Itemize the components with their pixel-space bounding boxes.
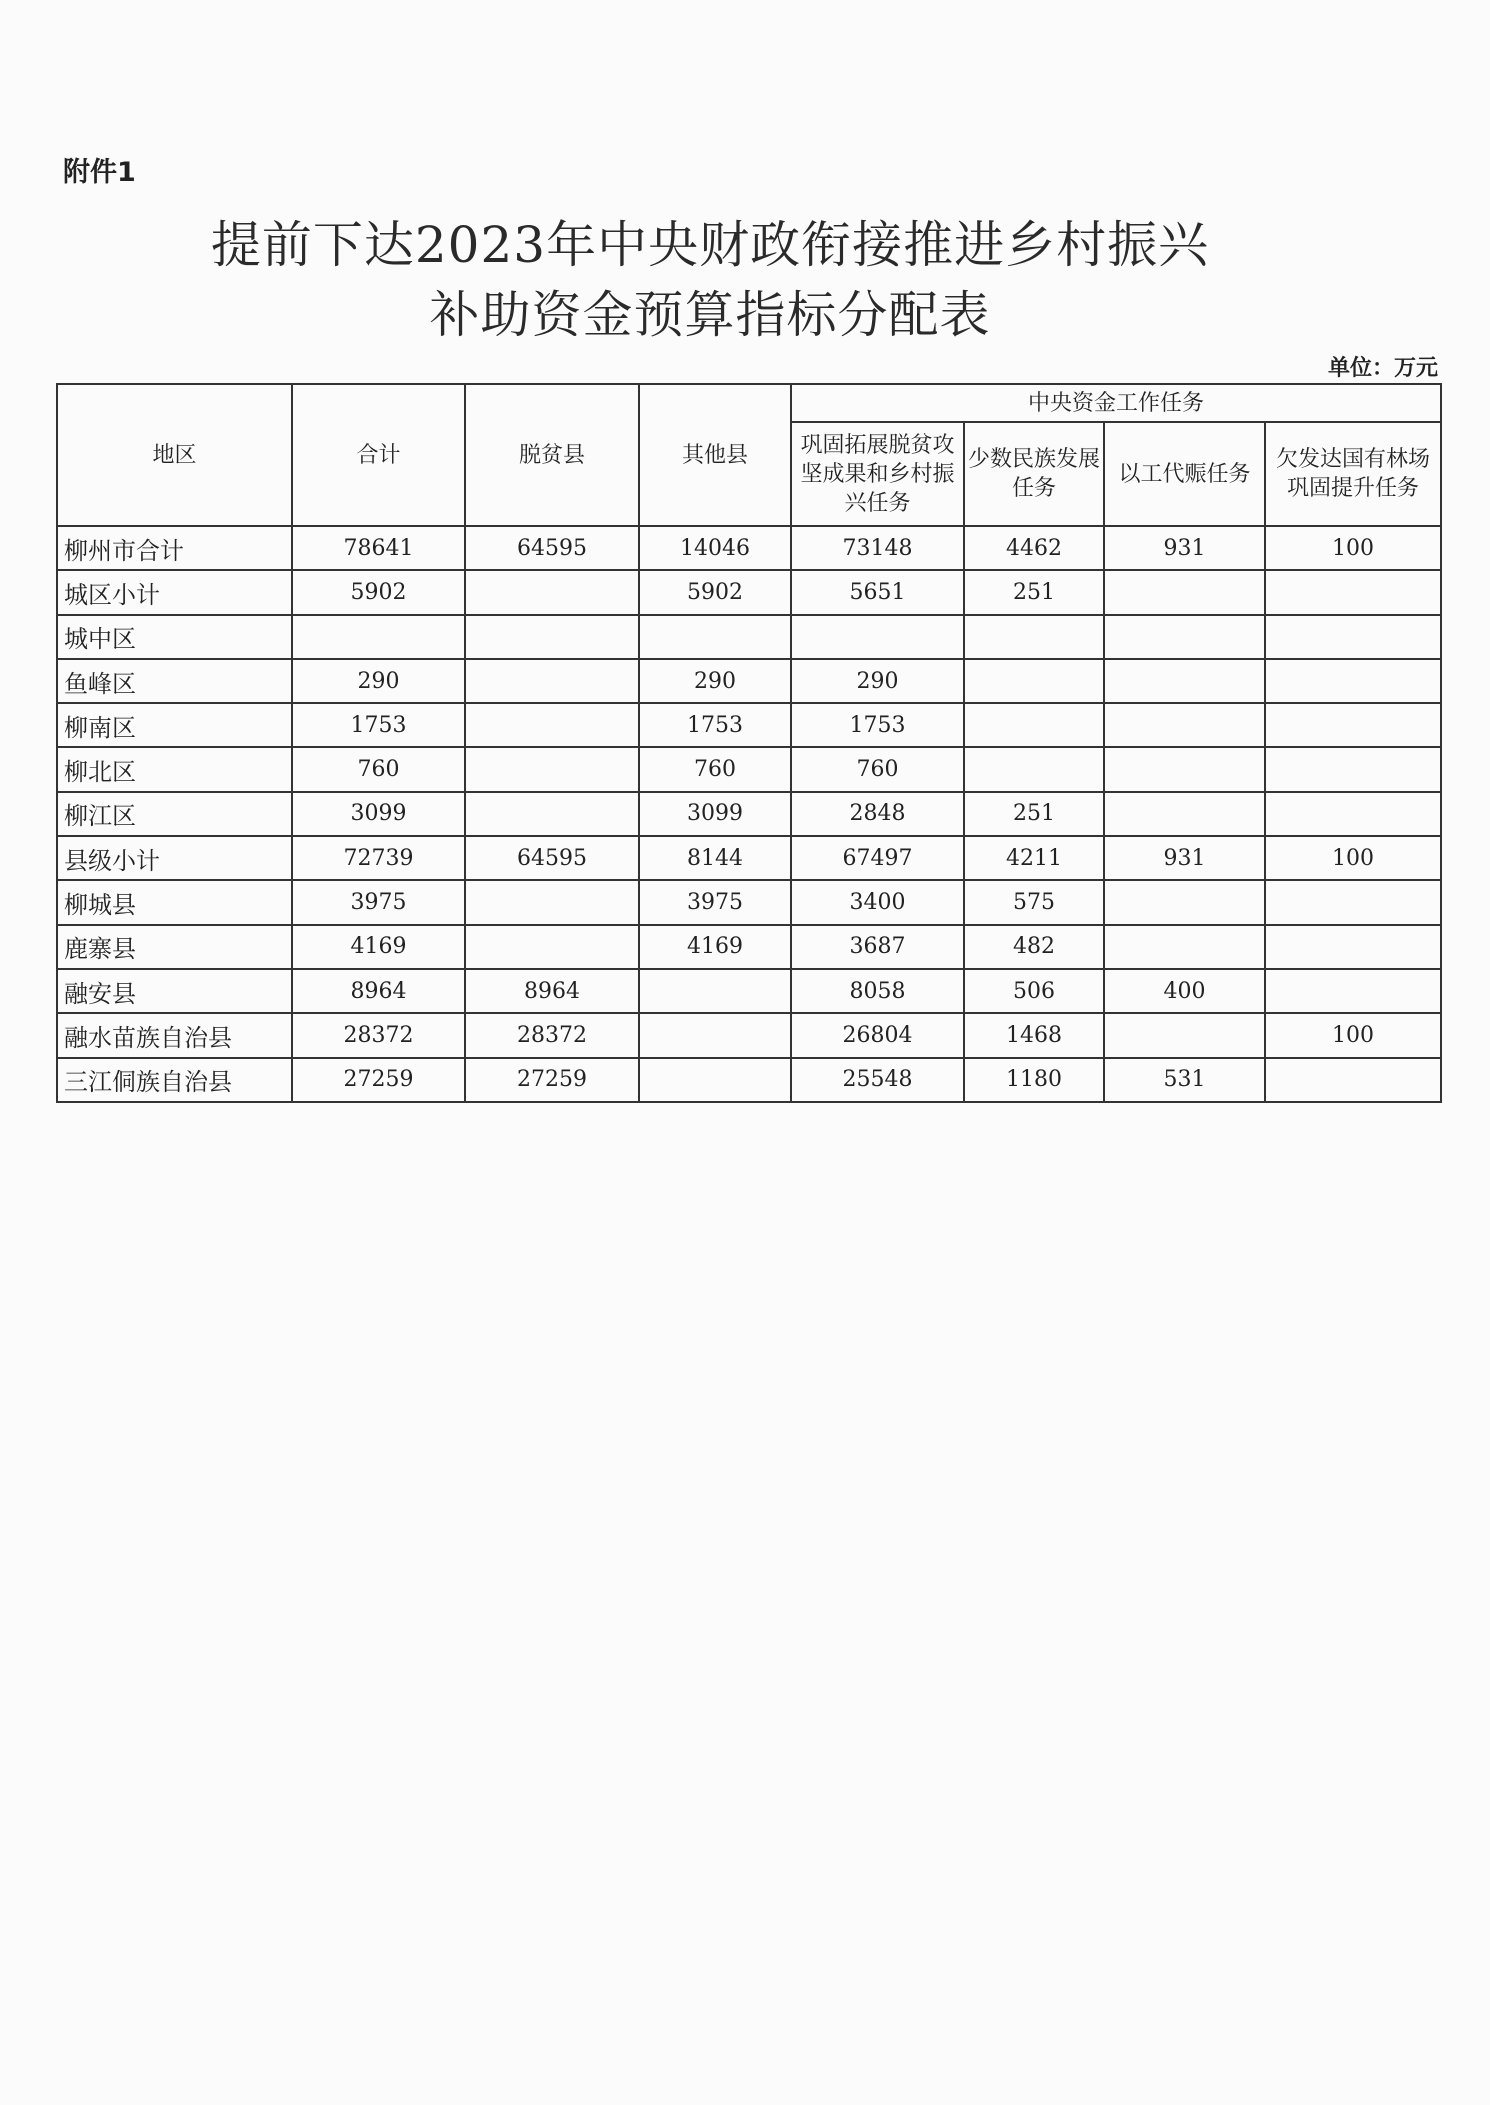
cell-region: 鱼峰区 [57,659,292,703]
cell-task3 [1104,570,1265,614]
cell-task4 [1265,969,1441,1013]
table-row [57,1058,1441,1102]
cell-total: 72739 [292,836,465,880]
cell-task4 [1265,659,1441,703]
cell-poverty [465,792,639,836]
cell-task4 [1265,1058,1441,1102]
cell-task2: 506 [964,969,1104,1013]
cell-task1: 3687 [791,925,964,969]
cell-region: 柳江区 [57,792,292,836]
cell-task2: 1468 [964,1013,1104,1057]
table-row [57,615,1441,659]
header-task-group: 中央资金工作任务 [791,384,1441,422]
cell-task4: 100 [1265,1013,1441,1057]
cell-region: 柳南区 [57,703,292,747]
cell-total: 78641 [292,526,465,570]
cell-region: 县级小计 [57,836,292,880]
cell-task1: 1753 [791,703,964,747]
cell-other: 14046 [639,526,791,570]
cell-other: 5902 [639,570,791,614]
cell-task2: 575 [964,880,1104,924]
cell-total: 1753 [292,703,465,747]
cell-task1: 290 [791,659,964,703]
title-line-1: 提前下达2023年中央财政衔接推进乡村振兴 [210,216,1210,274]
table-row [57,792,1441,836]
cell-other [639,1058,791,1102]
cell-poverty [465,703,639,747]
cell-task3 [1104,703,1265,747]
cell-other: 290 [639,659,791,703]
unit-label: 单位：万元 [1327,356,1438,381]
cell-other: 3975 [639,880,791,924]
cell-task1: 8058 [791,969,964,1013]
cell-total: 290 [292,659,465,703]
cell-task3 [1104,615,1265,659]
cell-total: 5902 [292,570,465,614]
cell-poverty [465,615,639,659]
table-row [57,747,1441,791]
table-row [57,659,1441,703]
cell-task2 [964,703,1104,747]
cell-task2: 251 [964,792,1104,836]
cell-other: 4169 [639,925,791,969]
cell-region: 柳州市合计 [57,526,292,570]
cell-task2 [964,747,1104,791]
cell-total: 27259 [292,1058,465,1102]
table-row [57,570,1441,614]
table-row [57,1013,1441,1057]
cell-poverty: 8964 [465,969,639,1013]
cell-poverty [465,880,639,924]
cell-region: 三江侗族自治县 [57,1058,292,1102]
cell-other: 8144 [639,836,791,880]
cell-total: 3099 [292,792,465,836]
cell-total: 28372 [292,1013,465,1057]
cell-task4: 100 [1265,836,1441,880]
cell-task4 [1265,925,1441,969]
table-row [57,526,1441,570]
header-poverty-county: 脱贫县 [465,384,639,526]
header-total: 合计 [292,384,465,526]
cell-other [639,1013,791,1057]
cell-task3: 931 [1104,526,1265,570]
table-row [57,880,1441,924]
cell-task4 [1265,792,1441,836]
table-body [57,526,1441,1102]
cell-poverty [465,747,639,791]
cell-region: 柳北区 [57,747,292,791]
header-region: 地区 [57,384,292,526]
cell-other: 3099 [639,792,791,836]
cell-task4 [1265,703,1441,747]
cell-task1: 73148 [791,526,964,570]
cell-region: 融水苗族自治县 [57,1013,292,1057]
cell-task4 [1265,747,1441,791]
header-task1: 巩固拓展脱贫攻坚成果和乡村振兴任务 [791,422,964,526]
cell-task3 [1104,880,1265,924]
cell-task3: 531 [1104,1058,1265,1102]
cell-task2: 251 [964,570,1104,614]
cell-poverty [465,925,639,969]
cell-total: 4169 [292,925,465,969]
cell-other: 760 [639,747,791,791]
table-row [57,703,1441,747]
cell-task4 [1265,880,1441,924]
allocation-table [56,383,1442,1103]
cell-poverty: 64595 [465,526,639,570]
cell-task3: 400 [1104,969,1265,1013]
cell-total [292,615,465,659]
cell-task1: 3400 [791,880,964,924]
cell-task2: 4462 [964,526,1104,570]
table-row [57,925,1441,969]
cell-task1: 67497 [791,836,964,880]
cell-task1: 25548 [791,1058,964,1102]
header-task3: 以工代赈任务 [1104,422,1265,526]
cell-task2: 482 [964,925,1104,969]
cell-other [639,615,791,659]
table-row [57,836,1441,880]
cell-region: 鹿寨县 [57,925,292,969]
cell-task1: 26804 [791,1013,964,1057]
cell-other [639,969,791,1013]
cell-task1: 5651 [791,570,964,614]
cell-task1 [791,615,964,659]
cell-task4: 100 [1265,526,1441,570]
cell-task1: 760 [791,747,964,791]
cell-task2 [964,615,1104,659]
cell-region: 融安县 [57,969,292,1013]
cell-task3: 931 [1104,836,1265,880]
cell-task3 [1104,659,1265,703]
table-row [57,969,1441,1013]
cell-task2 [964,659,1104,703]
cell-poverty: 64595 [465,836,639,880]
cell-task4 [1265,615,1441,659]
header-task4: 欠发达国有林场巩固提升任务 [1265,422,1441,526]
cell-poverty [465,659,639,703]
cell-region: 柳城县 [57,880,292,924]
cell-task3 [1104,792,1265,836]
cell-total: 8964 [292,969,465,1013]
cell-task3 [1104,925,1265,969]
cell-task3 [1104,1013,1265,1057]
cell-poverty [465,570,639,614]
cell-task3 [1104,747,1265,791]
cell-task2: 4211 [964,836,1104,880]
title-line-2: 补助资金预算指标分配表 [429,286,991,344]
cell-poverty: 27259 [465,1058,639,1102]
cell-region: 城中区 [57,615,292,659]
cell-task1: 2848 [791,792,964,836]
cell-region: 城区小计 [57,570,292,614]
header-task2: 少数民族发展任务 [964,422,1104,526]
cell-other: 1753 [639,703,791,747]
cell-poverty: 28372 [465,1013,639,1057]
cell-task2: 1180 [964,1058,1104,1102]
cell-task4 [1265,570,1441,614]
attachment-label: 附件1 [63,157,136,188]
cell-total: 3975 [292,880,465,924]
header-other-county: 其他县 [639,384,791,526]
cell-total: 760 [292,747,465,791]
